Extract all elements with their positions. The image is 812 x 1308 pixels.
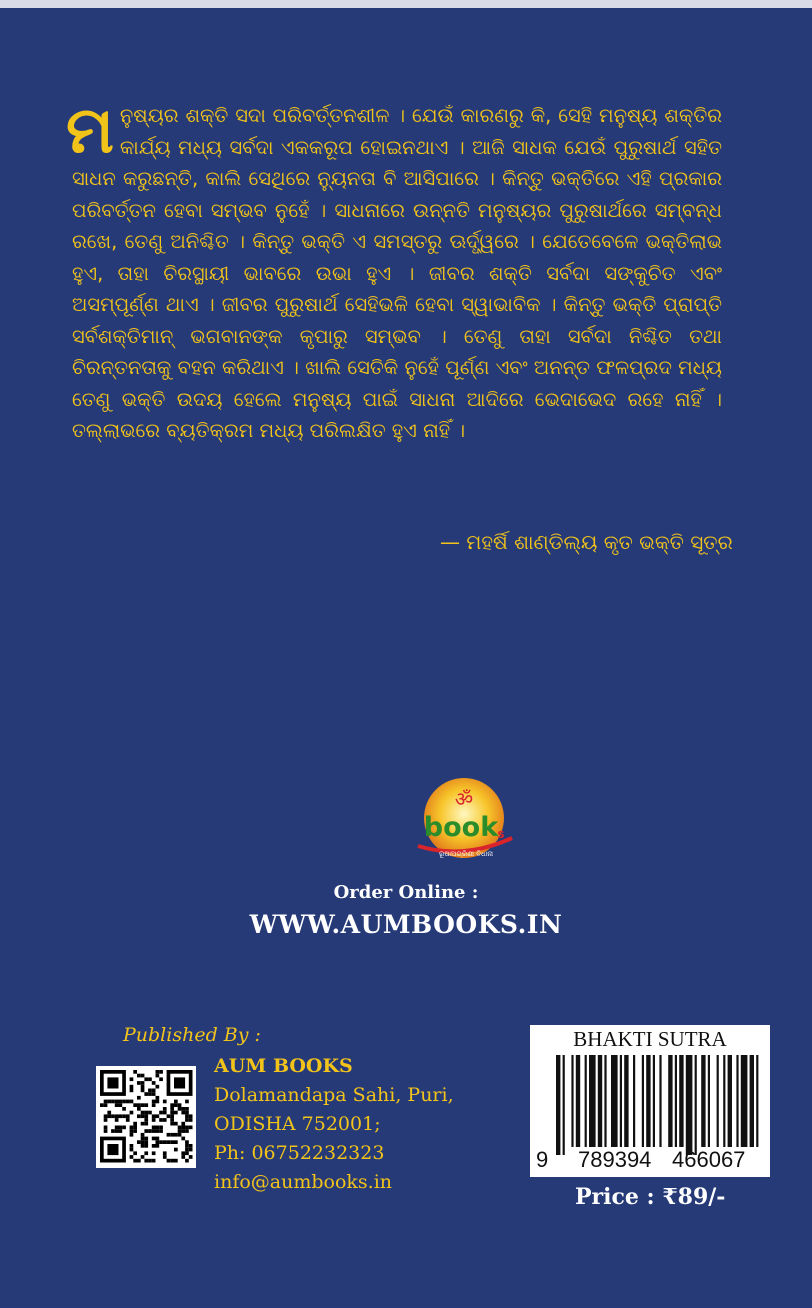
qr-module: [159, 1070, 163, 1074]
publisher-email[interactable]: info@aumbooks.in: [214, 1171, 393, 1193]
barcode-bar: [576, 1055, 580, 1147]
barcode-bar: [679, 1055, 683, 1147]
qr-module: [141, 1133, 145, 1137]
qr-module: [170, 1122, 174, 1126]
drop-cap: ମ: [66, 94, 114, 168]
qr-module: [178, 1107, 182, 1111]
qr-module: [181, 1129, 185, 1133]
website-link[interactable]: WWW.AUMBOOKS.IN: [249, 910, 563, 939]
qr-module: [148, 1092, 152, 1096]
qr-module: [152, 1126, 156, 1130]
qr-module: [141, 1140, 145, 1144]
qr-module: [141, 1074, 145, 1078]
qr-module: [144, 1077, 148, 1081]
qr-module: [156, 1144, 160, 1148]
qr-module: [144, 1151, 148, 1155]
qr-module: [159, 1140, 163, 1144]
barcode-bar: [668, 1055, 672, 1147]
qr-module: [141, 1144, 145, 1148]
qr-module: [185, 1159, 189, 1163]
qr-module: [163, 1155, 167, 1159]
qr-module: [163, 1151, 167, 1155]
qr-module: [170, 1107, 174, 1111]
qr-module: [141, 1122, 145, 1126]
qr-module: [181, 1107, 185, 1111]
qr-module: [126, 1100, 130, 1104]
qr-module: [185, 1111, 189, 1115]
qr-module: [115, 1126, 119, 1130]
qr-module: [159, 1129, 163, 1133]
qr-module: [181, 1122, 185, 1126]
qr-module: [107, 1114, 111, 1118]
qr-module: [130, 1129, 134, 1133]
qr-module: [137, 1081, 141, 1085]
barcode-bar: [624, 1055, 628, 1147]
qr-module: [174, 1111, 178, 1115]
qr-module: [141, 1081, 145, 1085]
qr-module: [156, 1070, 160, 1074]
qr-module: [152, 1081, 156, 1085]
qr-module: [130, 1089, 134, 1093]
qr-module: [107, 1144, 118, 1155]
qr-module: [156, 1100, 160, 1104]
qr-module: [163, 1100, 167, 1104]
published-by-label: Published By :: [123, 1024, 261, 1046]
qr-module: [167, 1114, 171, 1118]
qr-module: [122, 1107, 126, 1111]
qr-module: [185, 1129, 189, 1133]
barcode-bar: [723, 1055, 725, 1147]
qr-module: [122, 1100, 126, 1104]
qr-module: [174, 1140, 178, 1144]
qr-module: [133, 1151, 137, 1155]
qr-module: [152, 1144, 156, 1148]
qr-module: [130, 1085, 134, 1089]
qr-module: [159, 1111, 163, 1115]
barcode-bar: [556, 1055, 560, 1155]
qr-module: [148, 1129, 152, 1133]
qr-module: [133, 1159, 137, 1163]
barcode-bar: [686, 1055, 693, 1155]
qr-module: [141, 1114, 145, 1118]
qr-module: [178, 1126, 182, 1130]
qr-module: [152, 1089, 156, 1093]
qr-module: [189, 1114, 193, 1118]
qr-module: [156, 1096, 160, 1100]
qr-module: [122, 1114, 126, 1118]
quote-paragraph: [66, 94, 722, 447]
qr-module: [148, 1077, 152, 1081]
qr-module: [126, 1118, 130, 1122]
qr-module: [185, 1144, 189, 1148]
qr-module: [130, 1155, 134, 1159]
qr-module: [163, 1118, 167, 1122]
qr-module: [144, 1129, 148, 1133]
price-label: Price : ₹89/-: [575, 1184, 726, 1210]
address-line-1: Dolamandapa Sahi, Puri,: [214, 1084, 454, 1106]
qr-module: [170, 1159, 174, 1163]
qr-module: [133, 1129, 137, 1133]
qr-module: [141, 1089, 145, 1093]
qr-module: [141, 1155, 145, 1159]
qr-module: [152, 1103, 156, 1107]
aum-books-logo: [404, 776, 522, 870]
qr-module: [137, 1159, 141, 1163]
qr-module: [185, 1126, 189, 1130]
qr-module: [137, 1114, 141, 1118]
address-line-2: ODISHA 752001;: [214, 1113, 381, 1135]
qr-module: [148, 1159, 152, 1163]
qr-module: [130, 1111, 134, 1115]
barcode-bar: [598, 1055, 602, 1147]
qr-module: [174, 1148, 178, 1152]
logo-om-symbol: ॐ: [454, 787, 474, 811]
qr-module: [181, 1155, 185, 1159]
barcode-title: BHAKTI SUTRA: [573, 1027, 727, 1051]
qr-module: [185, 1118, 189, 1122]
qr-module: [104, 1129, 108, 1133]
qr-module: [141, 1103, 145, 1107]
qr-module: [174, 1122, 178, 1126]
qr-module: [144, 1122, 148, 1126]
quote-body: ନୁଷ୍ୟର ଶକ୍ତି ସଦା ପରିବର୍ତ୍ତନଶୀଳ । ଯେଉଁ କାରଣରୁ କି, ସେହି ମନୁଷ୍ୟ ଶକ୍ତିର କାର୍ଯ୍ୟ ମଧ୍ୟ ସର୍ବଦା ଏକକରୂପ ହୋଇନଥାଏ । ଆଜି ସାଧକ ଯେଉଁ ପୁରୁଷାର୍ଥ ସହିତ ସାଧନ କରୁଛନ୍ତି, କାଲି ସେଥିରେ ନ୍ୟୁନତା ବି ଆସିପାରେ । କିନ୍ତୁ ଭକ୍ତିରେ ଏହି ପ୍ରକାର ପରିବର୍ତ୍ତନ ହେବା ସମ୍ଭବ ନୁହେଁ । ସାଧନାରେ ଉନ୍ନତି ମନୁଷ୍ୟର ପୁରୁଷାର୍ଥରେ ସମ୍ବନ୍ଧ ରଖେ, ତେଣୁ ଅନିଶ୍ଚିତ । କିନ୍ତୁ ଭକ୍ତି ଏ ସମସ୍ତରୁ ଊର୍ଦ୍ଧ୍ୱରେ । ଯେତେବେଳେ ଭକ୍ତିଲାଭ ହୁଏ, ତାହା ଚିରସ୍ଥାୟୀ ଭାବରେ ଉଭା ହୁଏ । ଜୀବର ଶକ୍ତି ସର୍ବଦା ସଙ୍କୁଚିତ ଏବଂ ଅସମ୍ପୂର୍ଣ୍ଣ ଥାଏ । ଜୀବର ପୁରୁଷାର୍ଥ ସେହିଭଳି ହେବା ସ୍ୱାଭାବିକ । କିନ୍ତୁ ଭକ୍ତି ପ୍ରାପ୍ତି ସର୍ବଶକ୍ତିମାନ୍ ଭଗବାନଙ୍କ କୃପାରୁ ସମ୍ଭବ । ତେଣୁ ତାହା ସର୍ବଦା ନିଶ୍ଚିତ ତଥା ଚିରନ୍ତନତାକୁ ବହନ କରିଥାଏ । ଖାଲି ସେତିକି ନୁହେଁ ପୂର୍ଣ୍ଣ ଏବଂ ଅନନ୍ତ ଫଳପ୍ରଦ ମଧ୍ୟ ତେଣୁ ଭକ୍ତି ଉଦୟ ହେଲେ ମନୁଷ୍ୟ ପାଇଁ ସାଧନା ଆଦିରେ ଭେଦାଭେଦ ରହେ ନାହିଁ । ତଲ୍ଲାଭରେ ବ୍ୟତିକ୍ରମ ମଧ୍ୟ ପରିଲକ୍ଷିତ ହୁଏ ନାହିଁ ।: [72, 104, 722, 442]
barcode-digit-first: 9: [536, 1147, 549, 1172]
qr-module: [156, 1137, 160, 1141]
logo-wordmark-suffix: s: [497, 827, 505, 841]
logo-wordmark: book: [423, 812, 499, 843]
qr-module: [100, 1103, 104, 1107]
qr-module: [144, 1092, 148, 1096]
barcode-bar: [642, 1055, 644, 1147]
qr-module: [159, 1118, 163, 1122]
qr-module: [144, 1114, 148, 1118]
qr-module: [133, 1126, 137, 1130]
barcode-digit-group-2: 466067: [672, 1147, 746, 1172]
qr-module: [141, 1085, 145, 1089]
qr-module: [104, 1114, 108, 1118]
qr-module: [174, 1133, 178, 1137]
barcode-bar: [589, 1055, 596, 1147]
qr-module: [133, 1122, 137, 1126]
barcode-bar: [736, 1055, 738, 1147]
qr-module: [185, 1107, 189, 1111]
qr-module: [115, 1100, 119, 1104]
qr-module: [111, 1129, 115, 1133]
qr-module: [141, 1111, 145, 1115]
qr-module: [115, 1118, 119, 1122]
qr-module: [178, 1103, 182, 1107]
qr-module: [163, 1111, 167, 1115]
qr-module: [111, 1100, 115, 1104]
qr-module: [178, 1129, 182, 1133]
qr-module: [156, 1126, 160, 1130]
barcode-bar: [695, 1055, 697, 1155]
qr-module: [152, 1114, 156, 1118]
qr-module: [152, 1118, 156, 1122]
qr-module: [152, 1159, 156, 1163]
qr-module: [137, 1107, 141, 1111]
qr-module: [148, 1111, 152, 1115]
qr-module: [167, 1140, 171, 1144]
qr-module: [144, 1118, 148, 1122]
qr-module: [130, 1126, 134, 1130]
publisher-address: [214, 1052, 454, 1197]
barcode-bar: [728, 1055, 732, 1147]
qr-module: [152, 1129, 156, 1133]
barcode-bar: [756, 1055, 758, 1147]
qr-module: [122, 1126, 126, 1130]
qr-module: [119, 1126, 123, 1130]
logo-tagline: ରୂଷାଅଗ୍ରିଣୀ ବିଧାନା: [438, 850, 494, 858]
barcode-bar: [646, 1055, 650, 1147]
qr-module: [137, 1103, 141, 1107]
qr-module: [137, 1096, 141, 1100]
qr-module: [181, 1126, 185, 1130]
barcode-panel: [530, 1025, 770, 1177]
qr-module: [159, 1126, 163, 1130]
barcode-bar: [717, 1055, 719, 1147]
qr-module: [152, 1092, 156, 1096]
qr-module: [170, 1140, 174, 1144]
qr-module: [174, 1077, 185, 1088]
barcode-bar: [659, 1055, 661, 1147]
qr-module: [163, 1140, 167, 1144]
qr-module: [141, 1137, 145, 1141]
qr-module: [181, 1137, 185, 1141]
qr-module: [170, 1118, 174, 1122]
qr-module: [104, 1100, 108, 1104]
barcode-bar: [708, 1055, 710, 1147]
qr-module: [144, 1103, 148, 1107]
qr-module: [107, 1077, 118, 1088]
qr-module: [133, 1070, 137, 1074]
order-online-label: Order Online :: [333, 882, 479, 903]
barcode-bar: [571, 1055, 573, 1147]
top-border: [0, 0, 812, 8]
qr-module: [107, 1100, 111, 1104]
qr-module: [178, 1133, 182, 1137]
barcode-bar: [611, 1055, 618, 1147]
barcode-bar: [701, 1055, 705, 1147]
qr-module: [152, 1100, 156, 1104]
qr-module: [111, 1114, 115, 1118]
qr-module: [130, 1100, 134, 1104]
qr-module: [133, 1103, 137, 1107]
qr-module: [185, 1148, 189, 1152]
publisher-phone: Ph: 06752232323: [214, 1142, 385, 1164]
barcode-bar: [653, 1055, 655, 1147]
qr-module: [137, 1074, 141, 1078]
qr-module: [130, 1148, 134, 1152]
barcode-bar: [604, 1055, 606, 1147]
qr-module: [104, 1103, 108, 1107]
qr-module: [104, 1126, 108, 1130]
qr-module: [119, 1129, 123, 1133]
qr-module: [170, 1111, 174, 1115]
barcode-bar: [563, 1055, 565, 1155]
qr-module: [148, 1089, 152, 1093]
qr-module: [130, 1077, 134, 1081]
qr-module: [159, 1077, 163, 1081]
barcode-bar: [585, 1055, 587, 1147]
barcode-bar: [741, 1055, 748, 1147]
qr-module: [104, 1118, 108, 1122]
qr-module: [156, 1140, 160, 1144]
qr-module: [189, 1148, 193, 1152]
qr-module: [115, 1103, 119, 1107]
qr-module: [126, 1114, 130, 1118]
qr-module: [181, 1111, 185, 1115]
qr-module: [167, 1133, 171, 1137]
qr-module: [144, 1137, 148, 1141]
qr-module: [170, 1103, 174, 1107]
qr-module: [163, 1107, 167, 1111]
qr-module: [115, 1129, 119, 1133]
qr-module: [185, 1100, 189, 1104]
qr-module: [174, 1100, 178, 1104]
qr-module: [170, 1133, 174, 1137]
qr-module: [156, 1114, 160, 1118]
qr-module: [119, 1100, 123, 1104]
qr-module: [189, 1144, 193, 1148]
publisher-name: AUM BOOKS: [214, 1055, 353, 1077]
qr-module: [130, 1133, 134, 1137]
qr-code: [96, 1066, 196, 1168]
qr-module: [185, 1114, 189, 1118]
qr-module: [156, 1074, 160, 1078]
qr-module: [189, 1155, 193, 1159]
qr-module: [115, 1114, 119, 1118]
barcode-bar: [620, 1055, 622, 1147]
qr-module: [185, 1151, 189, 1155]
quote-attribution: — ମହର୍ଷି ଶାଣ୍ଡିଲ୍ୟ କୃତ ଭକ୍ତି ସୂତ୍ର: [440, 530, 733, 554]
qr-module: [185, 1140, 189, 1144]
qr-module: [170, 1114, 174, 1118]
qr-module: [144, 1111, 148, 1115]
qr-module: [144, 1159, 148, 1163]
qr-module: [156, 1129, 160, 1133]
qr-module: [189, 1126, 193, 1130]
barcode-bar: [675, 1055, 677, 1147]
qr-module: [119, 1114, 123, 1118]
qr-module: [144, 1140, 148, 1144]
qr-module: [107, 1111, 111, 1115]
qr-module: [119, 1103, 123, 1107]
qr-module: [144, 1144, 148, 1148]
qr-module: [174, 1103, 178, 1107]
qr-module: [181, 1151, 185, 1155]
qr-module: [137, 1140, 141, 1144]
qr-module: [152, 1137, 156, 1141]
barcode-digit-group-1: 789394: [578, 1147, 652, 1172]
barcode-bar: [633, 1055, 635, 1147]
qr-module: [152, 1151, 156, 1155]
qr-module: [174, 1159, 178, 1163]
qr-module: [189, 1118, 193, 1122]
barcode-bar: [750, 1055, 754, 1147]
qr-module: [130, 1144, 134, 1148]
qr-module: [156, 1085, 160, 1089]
qr-module: [167, 1159, 171, 1163]
